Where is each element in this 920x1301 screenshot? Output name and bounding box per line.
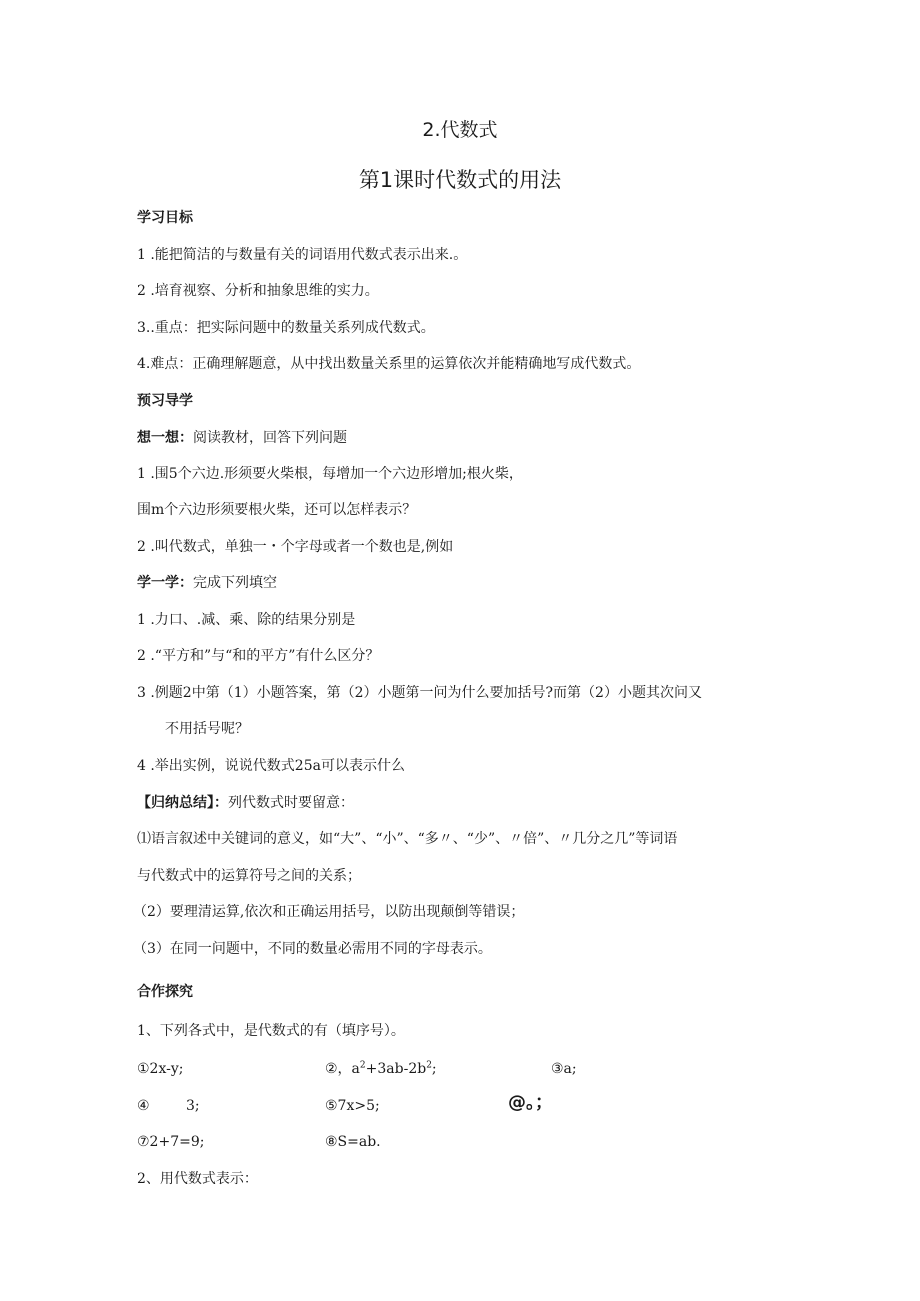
learn-item-1: 1 .力口、.减、乘、除的结果分别是 (137, 612, 356, 628)
objective-item-3: 3..重点：把实际问题中的数量关系列成代数式。 (137, 320, 435, 336)
learn-item-3-cont: 不用括号呢？ (165, 721, 249, 737)
question-2: 2、用代数式表示： (137, 1171, 258, 1187)
think-item-2: 围m个六边形须要根火柴，还可以怎样表示？ (137, 502, 417, 518)
think-line (137, 429, 347, 447)
learn-item-3: 3 .例题2中第（1）小题答案，第（2）小题第一问为什么要加括号?而第（2）小题其次问又 (137, 685, 702, 701)
option-4-label: ④ (137, 1098, 150, 1114)
learn-label: 学一学： (137, 575, 193, 591)
learn-item-2: 2 .“平方和”与“和的平方”有什么区分？ (137, 648, 380, 664)
page-title: 2.代数式 (422, 119, 498, 141)
think-text: 阅读教材，回答下列问题 (193, 430, 347, 446)
summary-item-2: （2）要理清运算,依次和正确运用括号，以防出现颠倒等错误； (133, 904, 525, 920)
summary-line (137, 794, 354, 812)
learn-item-4: 4 .举出实例，说说代数式25a可以表示什么 (137, 758, 405, 774)
summary-item-1: ⑴语言叙述中关键词的意义，如“大”、“小”、“多〃、“少”、〃倍”、〃几分之几”等词语 (137, 831, 678, 847)
summary-text: 列代数式时要留意： (228, 795, 354, 811)
objective-item-2: 2 .培育视察、分析和抽象思维的实力。 (137, 283, 379, 299)
option-5: ⑤7x>5; (325, 1098, 380, 1114)
option-7: ⑦2+7=9; (137, 1134, 205, 1150)
option-2: ②，$a^2+3ab-2b^2$; (325, 1060, 437, 1077)
objective-item-4: 4.难点：正确理解题意，从中找出数量关系里的运算依次并能精确地写成代数式。 (137, 356, 641, 372)
summary-item-1-cont: 与代数式中的运算符号之间的关系； (137, 868, 361, 884)
option-8: ⑧S=ab. (325, 1134, 381, 1150)
learn-text: 完成下列填空 (193, 575, 277, 591)
lesson-subtitle: 第1课时代数式的用法 (358, 168, 562, 192)
option-4-value: 3; (186, 1098, 200, 1114)
objective-item-1: 1 .能把简洁的与数量有关的词语用代数式表示出来.。 (137, 247, 468, 263)
summary-label: 【归纳总结】： (137, 795, 228, 811)
think-item-3: 2 .叫代数式，单独一・个字母或者一个数也是,例如 (137, 539, 454, 555)
option-3: ③a; (551, 1061, 577, 1077)
question-1: 1、下列各式中，是代数式的有（填序号）。 (137, 1023, 405, 1039)
learn-line (137, 574, 277, 592)
option-6: @。； (508, 1092, 553, 1113)
preview-heading: 预习导学 (137, 393, 193, 409)
summary-item-3: （3）在同一问题中，不同的数量必需用不同的字母表示。 (133, 941, 492, 957)
think-label: 想一想： (137, 430, 193, 446)
think-item-1: 1 .围5个六边.形须要火柴根，每增加一个六边形增加;根火柴， (137, 466, 523, 482)
option-1: ①2x-y; (137, 1061, 184, 1077)
cooperate-heading: 合作探究 (137, 984, 193, 1000)
objectives-heading: 学习目标 (137, 210, 193, 226)
